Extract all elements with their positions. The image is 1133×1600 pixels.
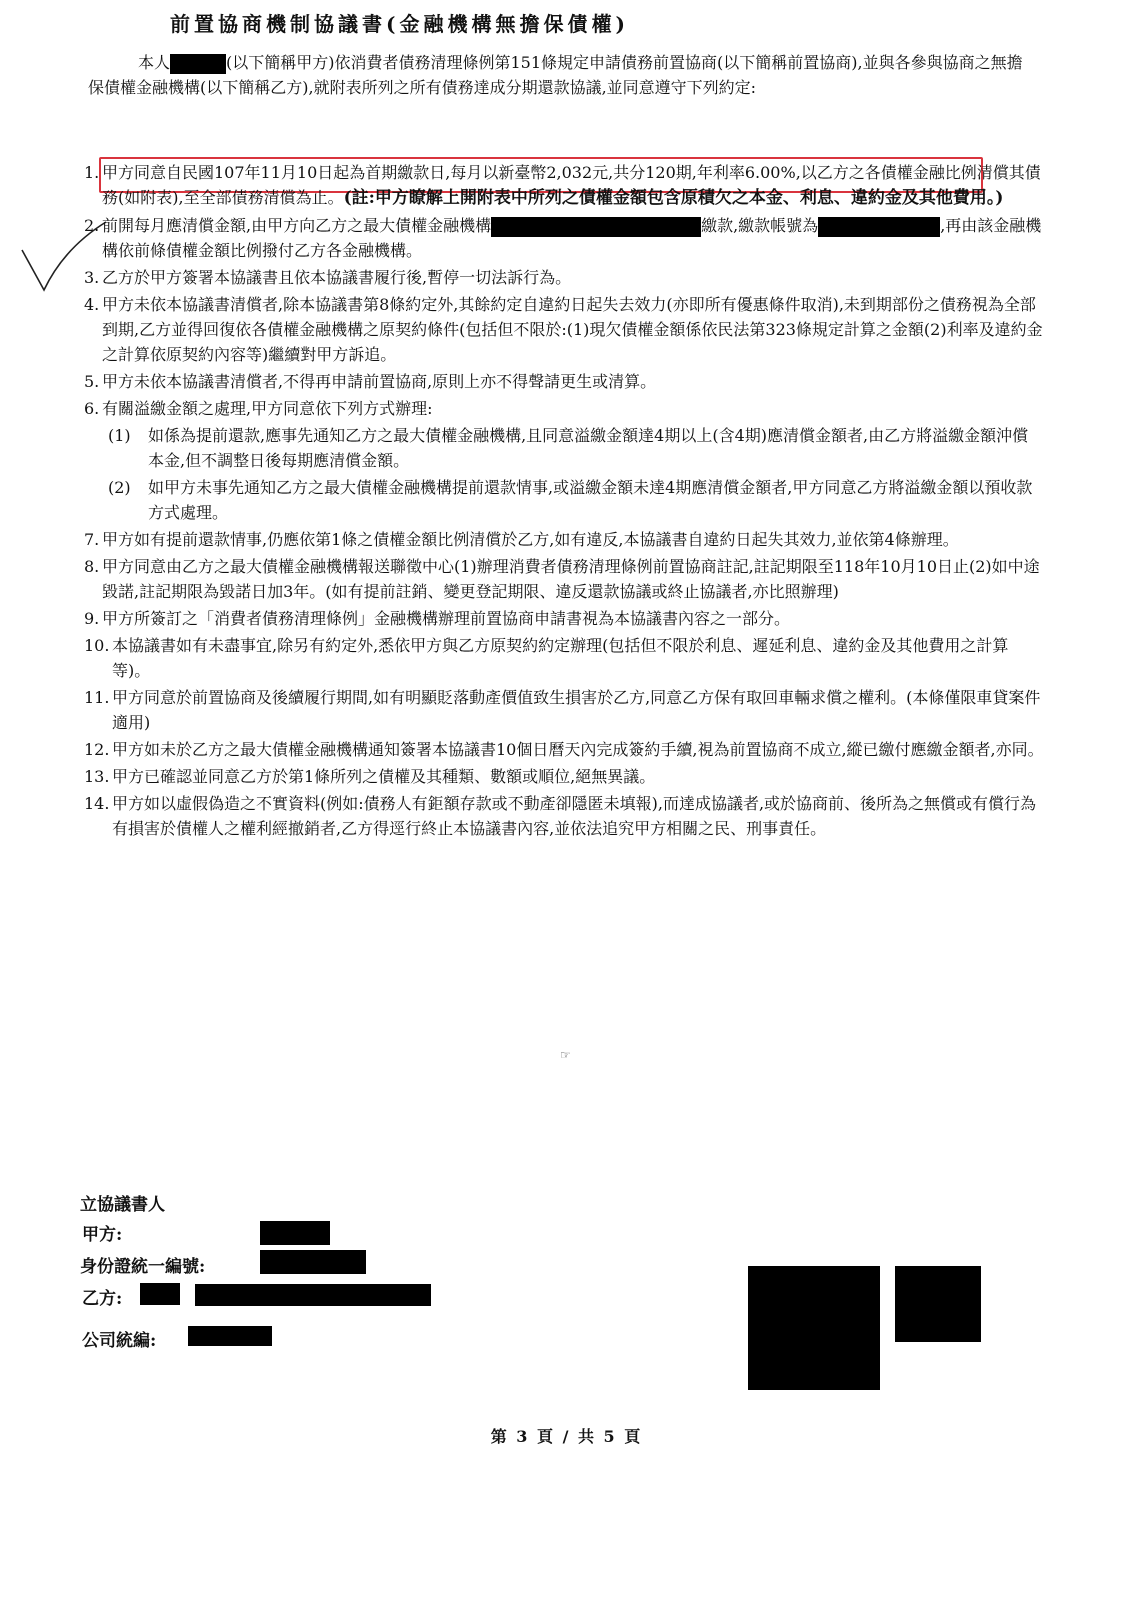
clause-6 <box>84 396 1044 421</box>
clause-3 <box>84 265 1044 290</box>
clause-text: 甲方未依本協議書清償者,除本協議書第8條約定外,其餘約定自違約日起失去效力(亦即所有優惠條件取消),未到期部份之債務視為全部到期,乙方並得回復依各債權金融機構之原契約條件(包括但不限於:(1)現欠債權金額係依民法第323條規定計算之金額(2)利率及違約金之計算依原契約內容等)繼續對甲方訴追。 <box>102 295 1043 364</box>
clause-5 <box>84 369 1044 394</box>
clause-number: 3. <box>84 268 100 287</box>
redaction-bar <box>260 1221 330 1245</box>
redacted-seal <box>895 1266 981 1342</box>
clause-text: 本協議書如有未盡事宜,除另有約定外,悉依甲方與乙方原契約約定辦理(包括但不限於利息、遲延利息、違約金及其他費用之計算等)。 <box>112 636 1009 680</box>
clause-number: 8. <box>84 557 100 576</box>
clause-text: 甲方已確認並同意乙方於第1條所列之債權及其種類、數額或順位,絕無異議。 <box>112 767 656 786</box>
clause-list <box>84 160 1044 843</box>
clause-2-text-c: ,再由該金融機構依前條債權金額比例撥付乙方各金融機構。 <box>102 216 1042 260</box>
clause-number: 1. <box>84 163 100 182</box>
clause-text: 甲方同意於前置協商及後續履行期間,如有明顯貶落動產價值致生損害於乙方,同意乙方保有取回車輛求償之權利。(本條僅限車貸案件適用) <box>112 688 1041 732</box>
clause-10 <box>84 633 1044 683</box>
redaction-bar <box>188 1326 272 1346</box>
clause-text: 甲方如以虛假偽造之不實資料(例如:債務人有鉅額存款或不動產卻隱匿未填報),而達成協議者,或於協商前、後所為之無償或有償行為有損害於債權人之權利經撤銷者,乙方得逕行終止本協議書內容,並依法追究甲方相關之民、刑事責任。 <box>112 794 1037 838</box>
sub-item-1 <box>108 423 1044 473</box>
redaction-bar <box>140 1283 180 1305</box>
clause-number: 12. <box>84 740 110 759</box>
redaction-bar <box>170 54 226 74</box>
clause-number: 4. <box>84 295 100 314</box>
clause-text: 有關溢繳金額之處理,甲方同意依下列方式辦理: <box>102 399 433 418</box>
clause-number: 7. <box>84 530 100 549</box>
redaction-bar <box>491 217 701 237</box>
clause-number: 13. <box>84 767 110 786</box>
redacted-seal <box>748 1266 880 1390</box>
party-a-label: 甲方: <box>82 1225 123 1245</box>
sub-item-text: 如甲方未事先通知乙方之最大債權金融機構提前還款情事,或溢繳金額未達4期應清償金額者,甲方同意乙方將溢繳金額以預收款方式處理。 <box>148 478 1033 522</box>
document-title: 前置協商機制協議書(金融機構無擔保債權) <box>170 12 629 36</box>
clause-4 <box>84 292 1044 367</box>
clause-number: 10. <box>84 636 110 655</box>
party-b-label: 乙方: <box>82 1289 123 1309</box>
clause-1-highlighted-text: 甲方同意自民國107年11月10日起為首期繳款日,每月以新臺幣2,032元,共分120期,年利率6.00% <box>102 163 796 182</box>
intro-prefix: 本人 <box>138 53 171 72</box>
clause-text: 甲方如有提前還款情事,仍應依第1條之債權金額比例清償於乙方,如有違反,本協議書自違約日起失其效力,並依第4條辦理。 <box>102 530 959 549</box>
clause-text: 甲方如未於乙方之最大債權金融機構通知簽署本協議書10個日曆天內完成簽約手續,視為前置協商不成立,縱已繳付應繳金額者,亦同。 <box>112 740 1044 759</box>
clause-13 <box>84 764 1044 789</box>
stray-mark: ☞ <box>560 1048 571 1062</box>
clause-11 <box>84 685 1044 735</box>
redaction-bar <box>260 1250 366 1274</box>
id-number-label: 身份證統一編號: <box>80 1257 206 1277</box>
clause-text: 乙方於甲方簽署本協議書且依本協議書履行後,暫停一切法訴行為。 <box>102 268 572 287</box>
clause-number: 9. <box>84 609 100 628</box>
clause-8 <box>84 554 1044 604</box>
clause-2-text-b: 繳款,繳款帳號為 <box>701 216 819 235</box>
sub-item-number: (2) <box>108 478 131 497</box>
sub-item-text: 如係為提前還款,應事先通知乙方之最大債權金融機構,且同意溢繳金額達4期以上(含4期)應清償金額者,由乙方將溢繳金額沖償本金,但不調整日後每期應清償金額。 <box>148 426 1029 470</box>
clause-number: 14. <box>84 794 110 813</box>
sub-item-2 <box>108 475 1044 525</box>
intro-paragraph <box>88 50 1038 100</box>
sub-item-number: (1) <box>108 426 131 445</box>
clause-1-note: (註:甲方瞭解上開附表中所列之債權金額包含原積欠之本金、利息、違約金及其他費用。) <box>343 188 1004 208</box>
clause-1-text: ,以乙方之各債權金融比例清償其債務(如附表),至全部債務清償為止。 <box>102 163 1041 207</box>
clause-number: 5. <box>84 372 100 391</box>
redaction-bar <box>818 217 940 237</box>
clause-number: 2. <box>84 216 100 235</box>
clause-1 <box>84 160 1044 211</box>
clause-text: 甲方所簽訂之「消費者債務清理條例」金融機構辦理前置協商申請書視為本協議書內容之一部分。 <box>102 609 791 628</box>
clause-14 <box>84 791 1044 841</box>
clause-number: 11. <box>84 688 110 707</box>
clause-2 <box>84 213 1044 263</box>
clause-text: 甲方未依本協議書清償者,不得再申請前置協商,原則上亦不得聲請更生或清算。 <box>102 372 657 391</box>
clause-text: 甲方同意由乙方之最大債權金融機構報送聯徵中心(1)辦理消費者債務清理條例前置協商註記,註記期限至118年10月10日止(2)如中途毀諾,註記期限為毀諾日加3年。(如有提前註銷、變更登記期限、違反還款協議或終止協議者,亦比照辦理) <box>102 557 1040 601</box>
company-id-label: 公司統編: <box>82 1331 157 1351</box>
clause-2-text-a: 前開每月應清償金額,由甲方向乙方之最大債權金融機構 <box>102 216 492 235</box>
redaction-bar <box>195 1284 431 1306</box>
clause-7 <box>84 527 1044 552</box>
signature-heading: 立協議書人 <box>80 1195 165 1215</box>
intro-text: (以下簡稱甲方)依消費者債務清理條例第151條規定申請債務前置協商(以下簡稱前置協商),並與各參與協商之無擔保債權金融機構(以下簡稱乙方),就附表所列之所有債務達成分期還款協議,並同意遵守下列約定: <box>88 53 1023 97</box>
clause-number: 6. <box>84 399 100 418</box>
clause-12 <box>84 737 1044 762</box>
page-number: 第 3 頁 / 共 5 頁 <box>490 1427 643 1446</box>
clause-9 <box>84 606 1044 631</box>
